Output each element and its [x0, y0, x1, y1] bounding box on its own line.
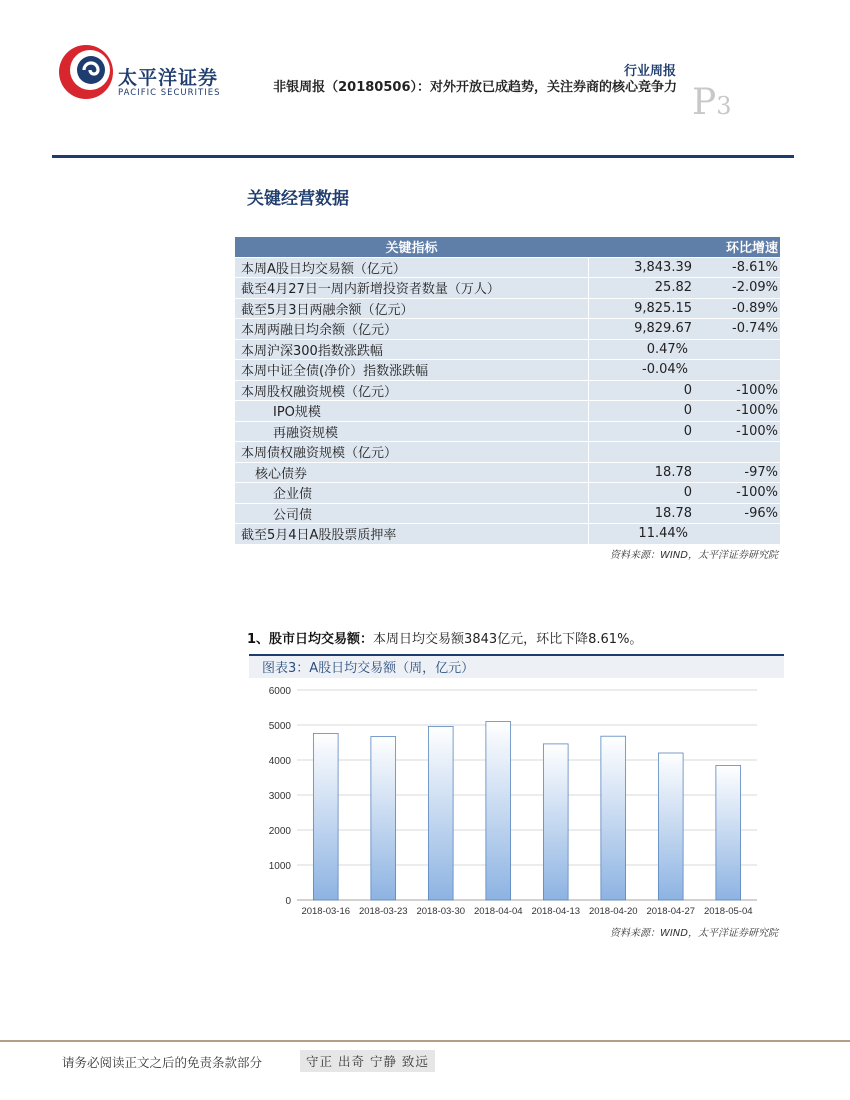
row-value: 0 — [588, 483, 692, 504]
footer-divider — [0, 1040, 850, 1042]
brand-name-cn: 太平洋证券 — [118, 67, 219, 89]
table-row — [235, 462, 780, 483]
section-title: 关键经营数据 — [247, 189, 349, 209]
row-merged-value: 11.44% — [588, 524, 780, 545]
table-row — [235, 278, 780, 299]
bar — [371, 737, 396, 900]
row-change: -97% — [692, 462, 780, 483]
row-change: -0.89% — [692, 298, 780, 319]
row-change: -8.61% — [692, 257, 780, 278]
row-value: 18.78 — [588, 503, 692, 524]
row-value: 25.82 — [588, 278, 692, 299]
paragraph-text: 本周日均交易额3843亿元，环比下降8.61%。 — [373, 632, 643, 647]
row-label: 本周沪深300指数涨跌幅 — [235, 339, 588, 360]
bar — [601, 736, 626, 900]
y-tick-label: 6000 — [268, 686, 291, 697]
table-source-note: 资料来源：WIND，太平洋证券研究院 — [609, 550, 778, 561]
row-label: 再融资规模 — [235, 421, 588, 442]
row-label: 核心债券 — [235, 462, 588, 483]
table-row — [235, 524, 780, 545]
row-label: 本周债权融资规模（亿元） — [235, 442, 588, 463]
report-title: 非银周报（20180506）：对外开放已成趋势，关注券商的核心竞争力 — [273, 80, 677, 95]
row-change: -96% — [692, 503, 780, 524]
row-merged-value: -0.04% — [588, 360, 780, 381]
x-tick-label: 2018-03-23 — [358, 906, 408, 917]
bar — [486, 722, 511, 901]
table-header-indicator: 关键指标 — [235, 237, 588, 257]
row-value: 9,825.15 — [588, 298, 692, 319]
market-turnover-paragraph — [247, 628, 642, 647]
row-value: 0 — [588, 401, 692, 422]
row-change: -100% — [692, 401, 780, 422]
footer-disclaimer: 请务必阅读正文之后的免责条款部分 — [62, 1055, 263, 1070]
row-label: 本周股权融资规模（亿元） — [235, 380, 588, 401]
brand-name-en: PACIFIC SECURITIES — [118, 88, 221, 98]
table-row — [235, 483, 780, 504]
row-value: 0 — [588, 380, 692, 401]
table-header-value — [588, 237, 692, 257]
page-number — [692, 82, 742, 122]
bar — [428, 726, 453, 900]
table-header-row — [235, 237, 780, 257]
row-label: 公司债 — [235, 503, 588, 524]
row-change: -100% — [692, 421, 780, 442]
row-change: -0.74% — [692, 319, 780, 340]
logo-icon — [58, 44, 114, 100]
row-label: 本周A股日均交易额（亿元） — [235, 257, 588, 278]
kpi-table — [235, 237, 780, 545]
table-row — [235, 319, 780, 340]
table-row — [235, 380, 780, 401]
row-label: 截至5月4日A股股票质押率 — [235, 524, 588, 545]
row-value: 0 — [588, 421, 692, 442]
x-tick-label: 2018-04-13 — [531, 906, 581, 917]
footer-motto: 守正 出奇 宁静 致远 — [300, 1050, 435, 1072]
table-header-change: 环比增速 — [692, 237, 780, 257]
x-tick-label: 2018-04-04 — [473, 906, 523, 917]
row-label: 本周中证全债(净价）指数涨跌幅 — [235, 360, 588, 381]
row-label: 企业债 — [235, 483, 588, 504]
page-number-value: 3 — [716, 92, 732, 120]
table-row — [235, 360, 780, 381]
y-tick-label: 1000 — [268, 861, 291, 872]
table-row — [235, 257, 780, 278]
row-label: 截至4月27日一周内新增投资者数量（万人） — [235, 278, 588, 299]
row-label: IPO规模 — [235, 401, 588, 422]
y-tick-label: 2000 — [268, 826, 291, 837]
x-tick-label: 2018-03-30 — [416, 906, 466, 917]
page-prefix: P — [692, 82, 717, 123]
row-value — [588, 442, 692, 463]
bar — [313, 733, 338, 900]
chart-title: 图表3：A股日均交易额（周，亿元） — [262, 661, 475, 676]
x-tick-label: 2018-04-27 — [646, 906, 696, 917]
table-row — [235, 442, 780, 463]
table-row — [235, 298, 780, 319]
chart-source-note: 资料来源：WIND，太平洋证券研究院 — [609, 928, 778, 939]
table-row — [235, 503, 780, 524]
row-change — [692, 442, 780, 463]
row-value: 9,829.67 — [588, 319, 692, 340]
table-row — [235, 421, 780, 442]
x-tick-label: 2018-05-04 — [703, 906, 753, 917]
row-value: 18.78 — [588, 462, 692, 483]
row-value: 3,843.39 — [588, 257, 692, 278]
row-change: -100% — [692, 380, 780, 401]
row-label: 截至5月3日两融余额（亿元） — [235, 298, 588, 319]
report-type: 行业周报 — [623, 64, 676, 79]
header-divider — [52, 155, 794, 158]
row-merged-value: 0.47% — [588, 339, 780, 360]
y-tick-label: 4000 — [268, 756, 291, 767]
y-tick-label: 5000 — [268, 721, 291, 732]
bar — [543, 744, 568, 900]
paragraph-lead: 1、股市日均交易额： — [247, 632, 374, 647]
y-tick-label: 3000 — [268, 791, 291, 802]
row-change: -2.09% — [692, 278, 780, 299]
x-tick-label: 2018-04-20 — [588, 906, 638, 917]
bar — [658, 753, 683, 900]
y-tick-label: 0 — [285, 896, 291, 907]
bar — [716, 765, 741, 900]
bar-chart — [260, 680, 760, 920]
table-row — [235, 339, 780, 360]
row-label: 本周两融日均余额（亿元） — [235, 319, 588, 340]
x-tick-label: 2018-03-16 — [301, 906, 351, 917]
row-change: -100% — [692, 483, 780, 504]
table-row — [235, 401, 780, 422]
